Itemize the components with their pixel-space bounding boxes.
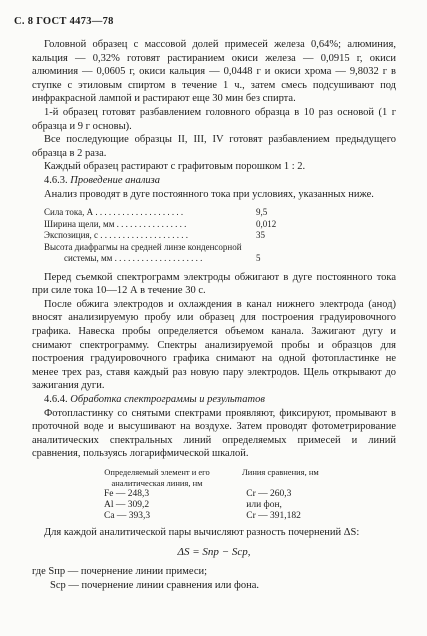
table-header (92, 467, 352, 489)
paragraph-photoplate: Фотопластинку со снятыми спектрами проявляют, фиксируют, промывают в проточной воде и высушивают на воздухе. Затем проводят фотометрирование аналитических спектральных линий определяемых примесей и линий сравнения, пользуясь логарифмической шкалой. (32, 407, 396, 460)
condition-row: Экспозиция, с . . . . . . . . . . . . . . . . . . . . 35 (44, 230, 265, 241)
table-row: Fe — 248,3 Cr — 260,3 (104, 488, 292, 499)
section-4-6-4 (32, 393, 396, 407)
condition-row: системы, мм . . . . . . . . . . . . . . . . . . . . 5 (64, 253, 261, 264)
formula: ΔS = Sпр − Sср, (177, 545, 251, 558)
condition-row: Ширина щели, мм . . . . . . . . . . . . . . . . 0,012 (44, 218, 277, 229)
section-title: Обработка спектрограммы и результатов (70, 393, 265, 405)
paragraph-difference: Для каждой аналитической пары вычисляют разность почернений ΔS: (44, 526, 360, 538)
section-title: Проведение анализа (70, 174, 161, 186)
page-header: С. 8 ГОСТ 4473—78 (14, 16, 114, 27)
condition-row: Высота диафрагмы на средней линзе конденсорной (44, 241, 242, 252)
formula-legend (32, 565, 396, 592)
section-4-6-3 (32, 174, 396, 188)
table-header-col2: Линия сравнения, нм (242, 466, 319, 477)
section-number: 4.6.4. (44, 393, 68, 405)
legend-line: где Sпр — почернение линии примеси; (32, 566, 208, 578)
paragraph-spectrogram: После обжига электродов и охлаждения в канал нижнего электрода (анод) вносят анализируемую пробу или образец для построения градуировочного графика. Навеска пробы определяется объемом канала. Зажигают дугу и снимают спектрограмму. Спектры анализируемой пробы и образцов для построения градуировочного графика снимают на одной фотопластинке не менее трех раз, ставя каждый раз новую пару электродов. Щель открывают до зажигания дуги. (32, 298, 396, 392)
legend-line: Sср — почернение линии сравнения или фона. (50, 579, 259, 591)
table-row: Al — 309,2 или фон, (104, 499, 282, 510)
paragraph-subsequent-samples: Все последующие образцы II, III, IV готовят разбавлением предыдущего образца в 2 раза. (32, 134, 396, 159)
table-row: Ca — 393,3 Cr — 391,182 (104, 510, 301, 521)
analytical-lines-table (92, 467, 352, 522)
conditions-list (44, 207, 284, 265)
paragraph-analysis-conditions: Анализ проводят в дуге постоянного тока при условиях, указанных ниже. (44, 188, 374, 200)
condition-row: Сила тока, А . . . . . . . . . . . . . . . . . . . . 9,5 (44, 207, 268, 218)
table-header-col1: Определяемый элемент и его аналитическая линия, нм (104, 466, 210, 488)
section-number: 4.6.3. (44, 174, 68, 186)
paragraph-sample-1: 1-й образец готовят разбавлением головного образца в 10 раз основой (1 г образца и 9 г основы). (32, 106, 396, 132)
document-body (32, 38, 396, 592)
paragraph-electrode-burn: Перед съемкой спектрограмм электроды обжигают в дуге постоянного тока при силе тока 10—12 А в течение 30 с. (32, 271, 396, 297)
paragraph-graphite: Каждый образец растирают с графитовым порошком 1 : 2. (44, 161, 306, 173)
paragraph-head-sample: Головной образец с массовой долей примесей железа 0,64%; алюминия, кальция — 0,32% готовят растиранием окиси железа — 0,0915 г, окиси алюминия — 0,0605 г, окиси кальция — 0,0448 г и окиси хрома — 9,8032 г в ступке с этиловым спиртом в течение 1 ч., затем смесь подсушивают под инфракрасной лампой и растирают еще 30 мин без спирта. (32, 39, 396, 105)
